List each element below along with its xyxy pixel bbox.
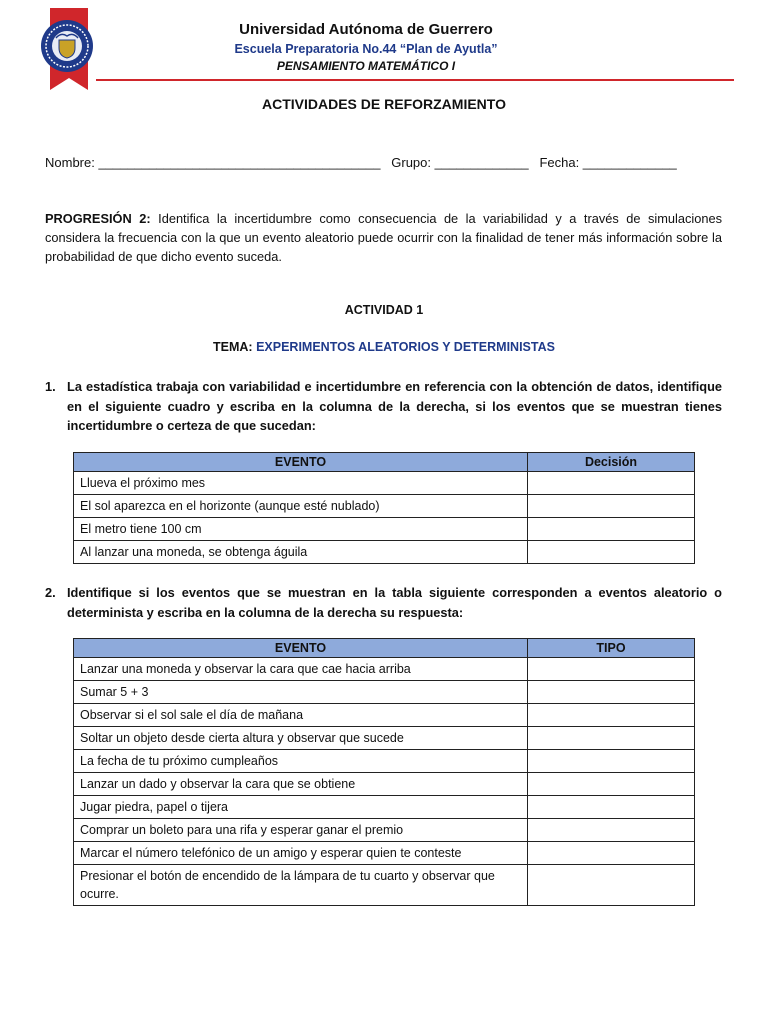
table-row bbox=[74, 842, 695, 865]
activity-topic bbox=[0, 340, 768, 354]
page-title: ACTIVIDADES DE REFORZAMIENTO bbox=[262, 96, 506, 112]
event-cell: Sumar 5 + 3 bbox=[74, 681, 528, 704]
question-number: 1. bbox=[45, 379, 56, 394]
table-row bbox=[74, 472, 695, 495]
event-cell: Comprar un boleto para una rifa y esperar ganar el premio bbox=[74, 819, 528, 842]
table-row bbox=[74, 865, 695, 906]
event-cell: Observar si el sol sale el día de mañana bbox=[74, 704, 528, 727]
table-row bbox=[74, 518, 695, 541]
course-name: PENSAMIENTO MATEMÁTICO I bbox=[276, 59, 456, 73]
topic-label: TEMA: bbox=[213, 340, 253, 354]
column-header-tipo: TIPO bbox=[528, 639, 695, 658]
event-cell: Jugar piedra, papel o tijera bbox=[74, 796, 528, 819]
question-2 bbox=[45, 583, 722, 622]
answer-cell[interactable] bbox=[528, 658, 695, 681]
table-row bbox=[74, 495, 695, 518]
column-header-evento: EVENTO bbox=[74, 639, 528, 658]
table-row bbox=[74, 773, 695, 796]
event-cell: Marcar el número telefónico de un amigo y esperar quien te conteste bbox=[74, 842, 528, 865]
progression-label: PROGRESIÓN 2: bbox=[45, 211, 151, 226]
table-row bbox=[74, 704, 695, 727]
event-cell: El sol aparezca en el horizonte (aunque esté nublado) bbox=[74, 495, 528, 518]
column-header-decision: Decisión bbox=[528, 453, 695, 472]
column-header-evento: EVENTO bbox=[74, 453, 528, 472]
answer-cell[interactable] bbox=[528, 727, 695, 750]
answer-cell[interactable] bbox=[528, 842, 695, 865]
event-cell: Al lanzar una moneda, se obtenga águila bbox=[74, 541, 528, 564]
answer-cell[interactable] bbox=[528, 681, 695, 704]
answer-cell[interactable] bbox=[528, 472, 695, 495]
progression-text: Identifica la incertidumbre como consecuencia de la variabilidad y a través de simulaciones considera la frecuencia con la que un evento aleatorio puede ocurrir con la finalidad de tener más información sobre la probabilidad de que dicho evento suceda. bbox=[45, 211, 722, 264]
event-cell: Presionar el botón de encendido de la lámpara de tu cuarto y observar que ocurre. bbox=[74, 865, 528, 906]
logo-emblem bbox=[59, 40, 75, 58]
table-row bbox=[74, 681, 695, 704]
answer-cell[interactable] bbox=[528, 541, 695, 564]
header-rule bbox=[96, 79, 734, 81]
event-cell: Soltar un objeto desde cierta altura y observar que sucede bbox=[74, 727, 528, 750]
table-row bbox=[74, 819, 695, 842]
question-number: 2. bbox=[45, 585, 56, 600]
table-row bbox=[74, 750, 695, 773]
event-cell: La fecha de tu próximo cumpleaños bbox=[74, 750, 528, 773]
student-info-fields: Nombre: _______________________________________ Grupo: _____________ Fecha: _____________ bbox=[45, 155, 677, 170]
event-cell: Lanzar una moneda y observar la cara que cae hacia arriba bbox=[74, 658, 528, 681]
answer-cell[interactable] bbox=[528, 819, 695, 842]
university-logo bbox=[36, 8, 102, 90]
table-row bbox=[74, 727, 695, 750]
answer-cell[interactable] bbox=[528, 773, 695, 796]
progression-paragraph bbox=[45, 209, 722, 266]
answer-cell[interactable] bbox=[528, 704, 695, 727]
question-1 bbox=[45, 377, 722, 436]
activity-title: ACTIVIDAD 1 bbox=[344, 303, 424, 317]
answer-cell[interactable] bbox=[528, 796, 695, 819]
answer-cell[interactable] bbox=[528, 865, 695, 906]
table-row bbox=[74, 658, 695, 681]
question-text: Identifique si los eventos que se muestran en la tabla siguiente corresponden a eventos aleatorio o determinista y escriba en la columna de la derecha su respuesta: bbox=[67, 585, 722, 620]
type-table bbox=[73, 638, 695, 906]
answer-cell[interactable] bbox=[528, 750, 695, 773]
event-cell: El metro tiene 100 cm bbox=[74, 518, 528, 541]
table-row bbox=[74, 796, 695, 819]
topic-value: EXPERIMENTOS ALEATORIOS Y DETERMINISTAS bbox=[256, 340, 555, 354]
question-text: La estadística trabaja con variabilidad e incertidumbre en referencia con la obtención de datos, identifique en el siguiente cuadro y escriba en la columna de la derecha, si los eventos que se muestran tienes incertidumbre o certeza de que sucedan: bbox=[67, 379, 722, 433]
event-cell: Lanzar un dado y observar la cara que se obtiene bbox=[74, 773, 528, 796]
university-name: Universidad Autónoma de Guerrero bbox=[239, 21, 493, 38]
event-cell: Llueva el próximo mes bbox=[74, 472, 528, 495]
answer-cell[interactable] bbox=[528, 518, 695, 541]
answer-cell[interactable] bbox=[528, 495, 695, 518]
school-name: Escuela Preparatoria No.44 “Plan de Ayutla” bbox=[234, 42, 498, 56]
table-row bbox=[74, 541, 695, 564]
decision-table bbox=[73, 452, 695, 564]
